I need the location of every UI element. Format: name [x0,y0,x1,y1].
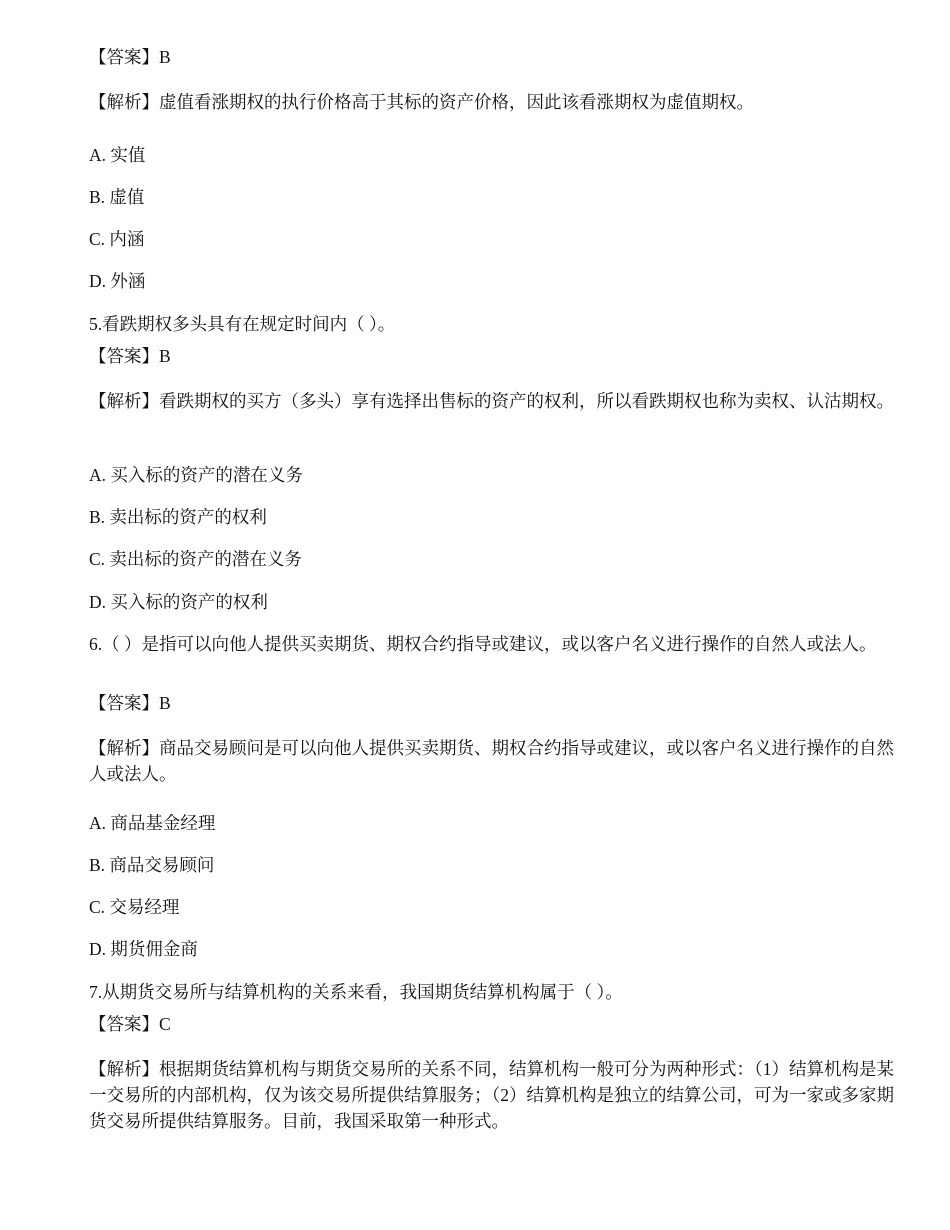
question-6: 6.（ ）是指可以向他人提供买卖期货、期权合约指导或建议，或以客户名义进行操作的自然人或法人。 [89,634,877,654]
analysis-q7: 【解析】根据期货结算机构与期货交易所的关系不同，结算机构一般可分为两种形式：（1）结算机构是某一交易所的内部机构，仅为该交易所提供结算服务；（2）结算机构是独立的结算公司，可为一家或多家期货交易所提供结算服务。目前，我国采取第一种形式。 [89,1059,894,1131]
option-q6-b: B. 商品交易顾问 [89,855,215,875]
analysis-q5: 【解析】看跌期权的买方（多头）享有选择出售标的资产的权利，所以看跌期权也称为卖权、认沽期权。 [89,391,894,411]
answer-q6: 【答案】B [89,693,171,713]
option-q4-d: D. 外涵 [89,271,146,291]
answer-q5: 【答案】B [89,346,171,366]
option-q6-d: D. 期货佣金商 [89,939,198,959]
option-q4-a: A. 实值 [89,145,146,165]
option-q4-c: C. 内涵 [89,229,145,249]
option-q6-a: A. 商品基金经理 [89,813,216,833]
answer-q7: 【答案】C [89,1014,171,1034]
option-q6-c: C. 交易经理 [89,897,180,917]
option-q5-b: B. 卖出标的资产的权利 [89,507,267,527]
option-q5-a: A. 买入标的资产的潜在义务 [89,465,303,485]
option-q5-c: C. 卖出标的资产的潜在义务 [89,549,302,569]
analysis-q4: 【解析】虚值看涨期权的执行价格高于其标的资产价格，因此该看涨期权为虚值期权。 [89,92,754,112]
option-q4-b: B. 虚值 [89,187,145,207]
question-7: 7.从期货交易所与结算机构的关系来看，我国期货结算机构属于（ ）。 [89,982,623,1002]
analysis-q6: 【解析】商品交易顾问是可以向他人提供买卖期货、期权合约指导或建议，或以客户名义进行操作的自然人或法人。 [89,738,894,784]
answer-q4: 【答案】B [89,47,171,67]
option-q5-d: D. 买入标的资产的权利 [89,592,268,612]
question-5: 5.看跌期权多头具有在规定时间内（ ）。 [89,314,396,334]
